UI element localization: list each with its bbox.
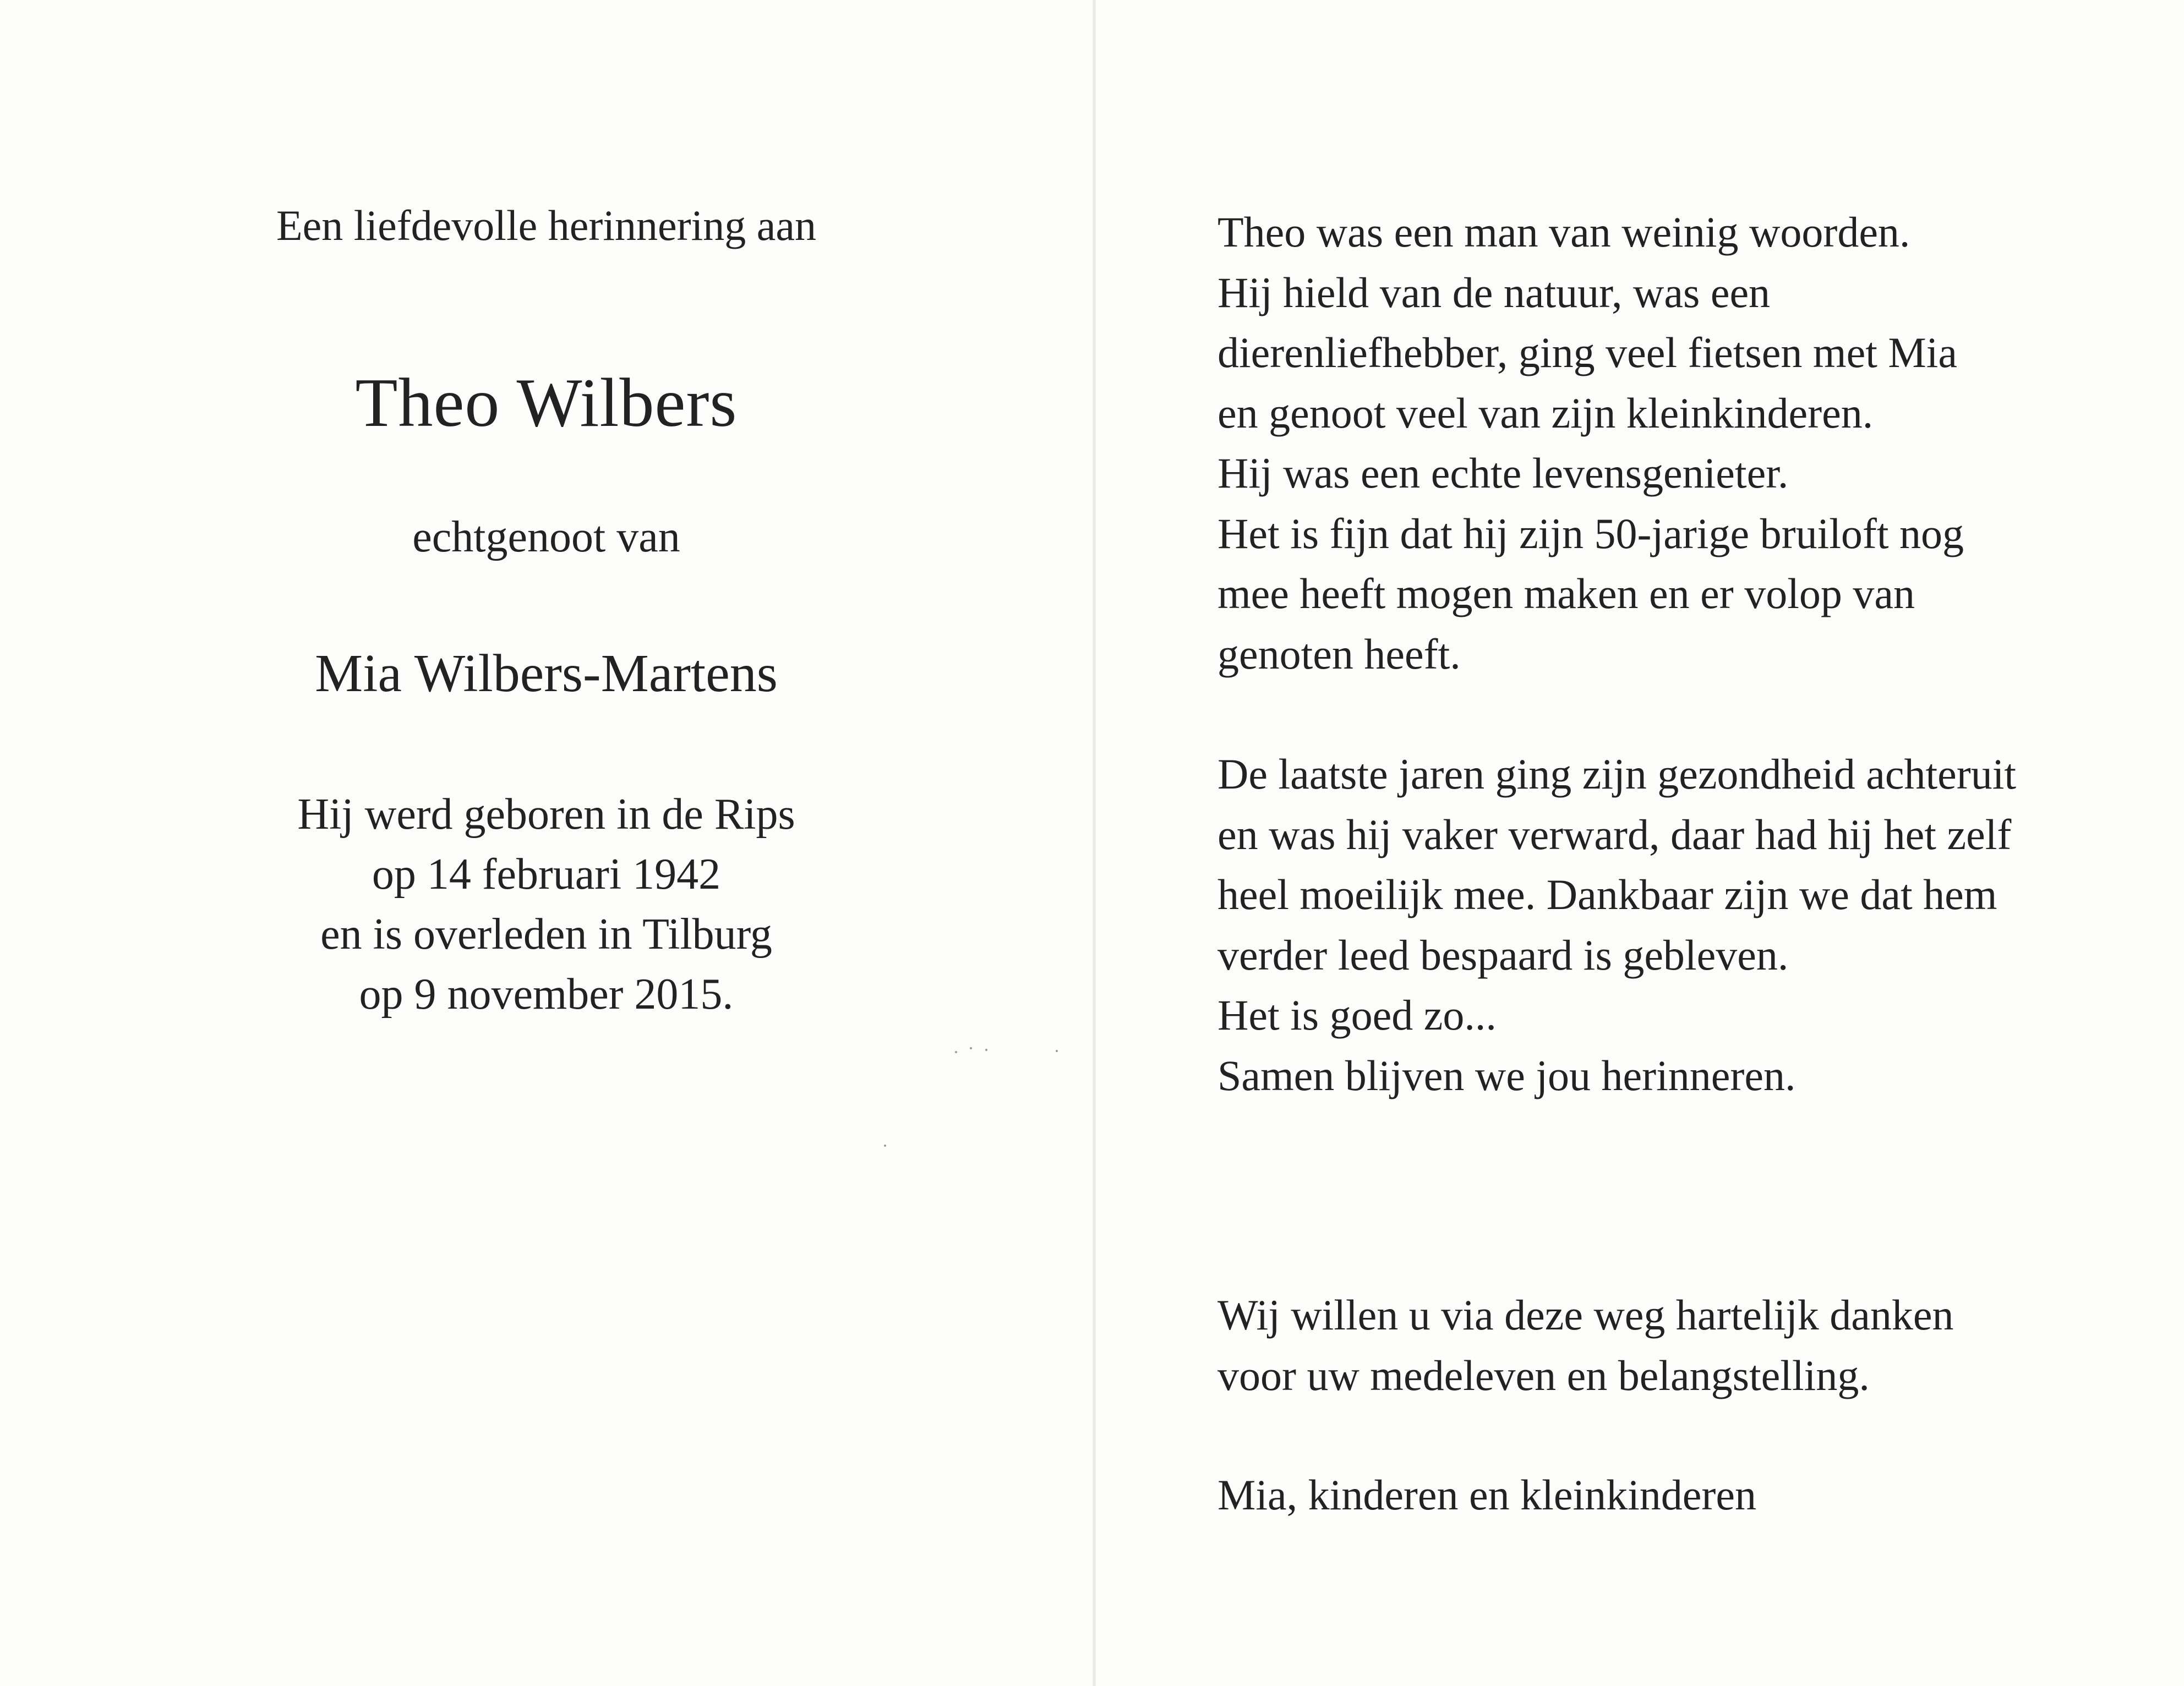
paragraph-spacer bbox=[1217, 1105, 2164, 1285]
tribute-line: Hij was een echte levensgenieter. bbox=[1217, 449, 1789, 497]
thanks-line: Wij willen u via deze weg hartelijk danken bbox=[1217, 1291, 1954, 1339]
tribute-line: Het is fijn dat hij zijn 50-jarige bruiloft nog bbox=[1217, 509, 1964, 557]
tribute-line: dierenliefhebber, ging veel fietsen met Mia bbox=[1217, 329, 1958, 376]
tribute-line: Theo was een man van weinig woorden. bbox=[1217, 208, 1910, 256]
birth-place-line: Hij werd geboren in de Rips bbox=[297, 790, 795, 839]
dust-speck bbox=[884, 1145, 886, 1147]
tribute-line: heel moeilijk mee. Dankbaar zijn we dat hem bbox=[1217, 871, 1997, 918]
paragraph-spacer bbox=[1217, 684, 2164, 744]
tribute-line: Het is goed zo... bbox=[1217, 991, 1497, 1039]
tribute-line: en genoot veel van zijn kleinkinderen. bbox=[1217, 388, 1874, 437]
deceased-name: Theo Wilbers bbox=[355, 365, 738, 441]
intro-text: Een liefdevolle herinnering aan bbox=[276, 201, 817, 249]
death-date-line: op 9 november 2015. bbox=[359, 970, 734, 1019]
left-panel-content bbox=[0, 198, 1093, 1025]
signature-block bbox=[1217, 1465, 2164, 1525]
tribute-line: De laatste jaren ging zijn gezondheid achteruit bbox=[1217, 750, 2017, 798]
dust-speck bbox=[985, 1049, 987, 1051]
dust-speck bbox=[955, 1051, 957, 1053]
spouse-name: Mia Wilbers-Martens bbox=[315, 644, 778, 703]
death-place-line: en is overleden in Tilburg bbox=[320, 910, 772, 959]
dust-speck bbox=[970, 1047, 972, 1049]
paragraph-spacer bbox=[1217, 1405, 2164, 1465]
tribute-line: verder leed bespaard is gebleven. bbox=[1217, 930, 1789, 979]
tribute-line: Samen blijven we jou herinneren. bbox=[1217, 1051, 1796, 1099]
tribute-paragraph-1 bbox=[1217, 202, 2164, 684]
signature-line: Mia, kinderen en kleinkinderen bbox=[1217, 1471, 1756, 1519]
tribute-paragraph-2 bbox=[1217, 744, 2164, 1105]
birth-date-line: op 14 februari 1942 bbox=[372, 850, 721, 899]
tribute-line: en was hij vaker verward, daar had hij het zelf bbox=[1217, 810, 2012, 858]
right-panel-content bbox=[1217, 202, 2164, 1525]
tribute-line: Hij hield van de natuur, was een bbox=[1217, 268, 1771, 316]
tribute-line: mee heeft mogen maken en er volop van bbox=[1217, 570, 1915, 617]
relation-text: echtgenoot van bbox=[412, 513, 680, 561]
birth-death-block bbox=[0, 785, 1093, 1025]
dust-speck bbox=[1056, 1050, 1058, 1052]
thanks-line: voor uw medeleven en belangstelling. bbox=[1217, 1351, 1870, 1399]
tribute-line: genoten heeft. bbox=[1217, 629, 1461, 678]
thanks-paragraph bbox=[1217, 1285, 2164, 1405]
